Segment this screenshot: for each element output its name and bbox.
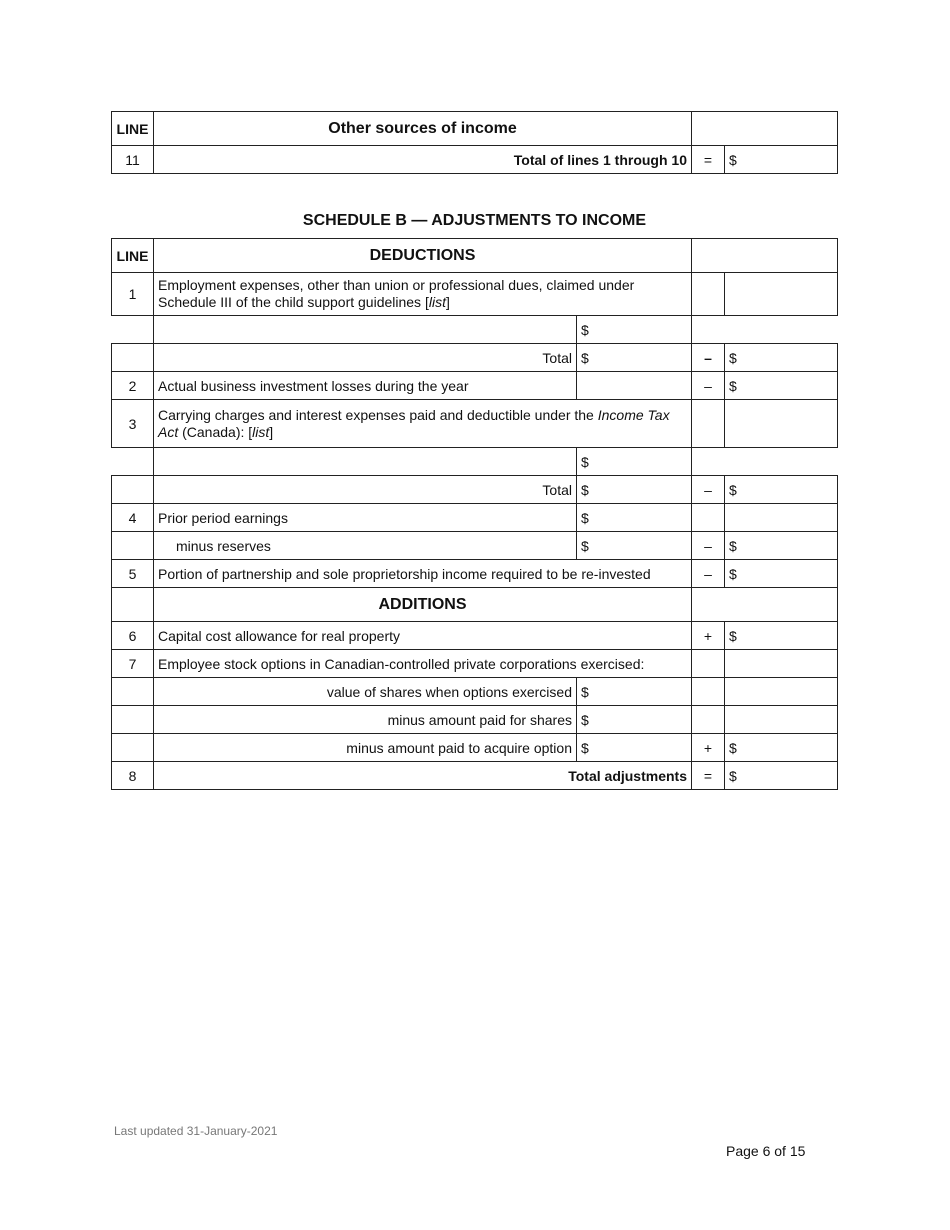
line-number: 7 bbox=[112, 650, 154, 678]
other-income-title: Other sources of income bbox=[154, 112, 692, 146]
line4-amount-field[interactable]: $ bbox=[577, 504, 692, 532]
operator: – bbox=[692, 476, 725, 504]
line3-text: Carrying charges and interest expenses paid and deductible under the Income Tax Act (Canada): [list] bbox=[154, 400, 692, 448]
line5-text: Portion of partnership and sole proprietorship income required to be re-invested bbox=[154, 560, 692, 588]
line3-item-amount-field[interactable]: $ bbox=[577, 448, 692, 476]
line-number: 4 bbox=[112, 504, 154, 532]
line-number: 1 bbox=[112, 273, 154, 316]
header-blank bbox=[692, 112, 838, 146]
table-row bbox=[112, 239, 838, 273]
line1-text: Employment expenses, other than union or professional dues, claimed under Schedule III of the child support guidelines [list] bbox=[154, 273, 692, 316]
line6-text: Capital cost allowance for real property bbox=[154, 622, 692, 650]
line1-result-field[interactable]: $ bbox=[725, 344, 838, 372]
table-row bbox=[112, 344, 838, 372]
line4-text: Prior period earnings bbox=[154, 504, 577, 532]
line7-text: Employee stock options in Canadian-controlled private corporations exercised: bbox=[154, 650, 692, 678]
operator: + bbox=[692, 622, 725, 650]
table-row bbox=[112, 560, 838, 588]
line1-total-amount-field[interactable]: $ bbox=[577, 344, 692, 372]
total-lines-label: Total of lines 1 through 10 bbox=[154, 146, 692, 174]
line3-total-label: Total bbox=[154, 476, 577, 504]
line7-amount-paid-shares-field[interactable]: $ bbox=[577, 706, 692, 734]
table-row bbox=[112, 678, 838, 706]
operator: = bbox=[692, 146, 725, 174]
line4-minus-reserves-label: minus reserves bbox=[154, 532, 577, 560]
operator: – bbox=[692, 372, 725, 400]
table-row bbox=[112, 476, 838, 504]
schedule-b-table bbox=[111, 238, 838, 790]
deductions-header: DEDUCTIONS bbox=[154, 239, 692, 273]
table-row bbox=[112, 762, 838, 790]
schedule-b-title: SCHEDULE B — ADJUSTMENTS TO INCOME bbox=[302, 212, 647, 229]
line1-item-amount-field[interactable]: $ bbox=[577, 316, 692, 344]
table-row bbox=[112, 448, 838, 476]
line7-result-field[interactable]: $ bbox=[725, 734, 838, 762]
table-row bbox=[112, 372, 838, 400]
operator: = bbox=[692, 762, 725, 790]
table-row bbox=[112, 706, 838, 734]
total-adjustments-label: Total adjustments bbox=[154, 762, 692, 790]
line7-value-of-shares-field[interactable]: $ bbox=[577, 678, 692, 706]
operator: + bbox=[692, 734, 725, 762]
operator: – bbox=[692, 560, 725, 588]
line-number: 6 bbox=[112, 622, 154, 650]
line7-amount-paid-option-label: minus amount paid to acquire option bbox=[154, 734, 577, 762]
last-updated-text: Last updated 31-January-2021 bbox=[114, 1124, 278, 1138]
line-number: 8 bbox=[112, 762, 154, 790]
line-number: 2 bbox=[112, 372, 154, 400]
line3-item-input[interactable] bbox=[154, 448, 577, 476]
table-row bbox=[112, 650, 838, 678]
line-column-header: LINE bbox=[112, 112, 154, 146]
line5-amount-field[interactable]: $ bbox=[725, 560, 838, 588]
table-row bbox=[112, 504, 838, 532]
page-number: Page 6 of 15 bbox=[726, 1143, 806, 1159]
table-row bbox=[112, 532, 838, 560]
total-adjustments-field[interactable]: $ bbox=[725, 762, 838, 790]
line-number: 5 bbox=[112, 560, 154, 588]
table-row bbox=[112, 588, 838, 622]
table-row bbox=[112, 734, 838, 762]
operator: – bbox=[692, 532, 725, 560]
line3-result-field[interactable]: $ bbox=[725, 476, 838, 504]
line4-reserves-amount-field[interactable]: $ bbox=[577, 532, 692, 560]
operator: – bbox=[692, 344, 725, 372]
additions-header: ADDITIONS bbox=[154, 588, 692, 622]
line-number: 11 bbox=[112, 146, 154, 174]
line2-text: Actual business investment losses during the year bbox=[154, 372, 577, 400]
table-row bbox=[112, 400, 838, 448]
table-row bbox=[112, 316, 838, 344]
line-number: 3 bbox=[112, 400, 154, 448]
total-lines-amount-field[interactable]: $ bbox=[725, 146, 838, 174]
line1-item-input[interactable] bbox=[154, 316, 577, 344]
table-row bbox=[112, 622, 838, 650]
table-row bbox=[112, 273, 838, 316]
line3-total-amount-field[interactable]: $ bbox=[577, 476, 692, 504]
line-column-header: LINE bbox=[112, 239, 154, 273]
line6-amount-field[interactable]: $ bbox=[725, 622, 838, 650]
other-income-table bbox=[111, 111, 838, 174]
line7-amount-paid-option-field[interactable]: $ bbox=[577, 734, 692, 762]
line7-value-of-shares-label: value of shares when options exercised bbox=[154, 678, 577, 706]
line2-amount-field[interactable]: $ bbox=[725, 372, 838, 400]
line4-result-field[interactable]: $ bbox=[725, 532, 838, 560]
table-row bbox=[112, 146, 838, 174]
line7-amount-paid-shares-label: minus amount paid for shares bbox=[154, 706, 577, 734]
line1-total-label: Total bbox=[154, 344, 577, 372]
